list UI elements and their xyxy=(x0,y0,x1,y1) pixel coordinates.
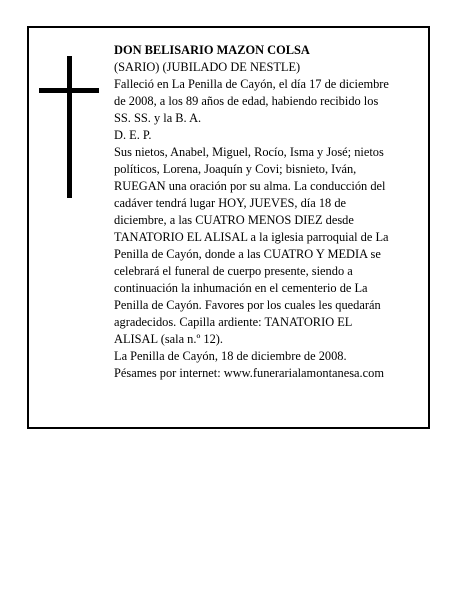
deceased-name: DON BELISARIO MAZON COLSA xyxy=(114,43,310,57)
chapel-line: agradecidos. Capilla ardiente: TANATORIO EL xyxy=(114,315,353,329)
death-line: de 2008, a los 89 años de edad, habiendo recibido los xyxy=(114,94,379,108)
place-date-line: La Penilla de Cayón, 18 de diciembre de 2008. xyxy=(114,349,347,363)
family-line: Sus nietos, Anabel, Miguel, Rocío, Isma y José; nietos xyxy=(114,145,384,159)
condolences-line: Pésames por internet: www.funerarialamontanesa.com xyxy=(114,366,384,380)
ceremony-line: cadáver tendrá lugar HOY, JUEVES, día 18 de xyxy=(114,196,347,210)
rest-in-peace-line: D. E. P. xyxy=(114,128,152,142)
nickname-line: (SARIO) (JUBILADO DE NESTLE) xyxy=(114,60,301,74)
chapel-line: ALISAL (sala n.º 12). xyxy=(114,332,224,346)
obituary-notice-frame xyxy=(27,26,430,429)
obituary-text xyxy=(114,42,426,382)
ceremony-line: Penilla de Cayón. Favores por los cuales les quedarán xyxy=(114,298,381,312)
death-line: Falleció en La Penilla de Cayón, el día 17 de diciembre xyxy=(114,77,389,91)
ceremony-line: RUEGAN una oración por su alma. La conducción del xyxy=(114,179,386,193)
ceremony-line: diciembre, a las CUATRO MENOS DIEZ desde xyxy=(114,213,354,227)
death-line: SS. SS. y la B. A. xyxy=(114,111,202,125)
ceremony-line: Penilla de Cayón, donde a las CUATRO Y MEDIA se xyxy=(114,247,381,261)
ceremony-line: TANATORIO EL ALISAL a la iglesia parroquial de La xyxy=(114,230,389,244)
ceremony-line: continuación la inhumación en el cementerio de La xyxy=(114,281,368,295)
cross-vertical-bar xyxy=(67,56,72,198)
family-line: políticos, Lorena, Joaquín y Covi; bisnieto, Iván, xyxy=(114,162,357,176)
cross-horizontal-bar xyxy=(39,88,99,93)
cross-icon xyxy=(39,56,99,198)
ceremony-line: celebrará el funeral de cuerpo presente, siendo a xyxy=(114,264,353,278)
